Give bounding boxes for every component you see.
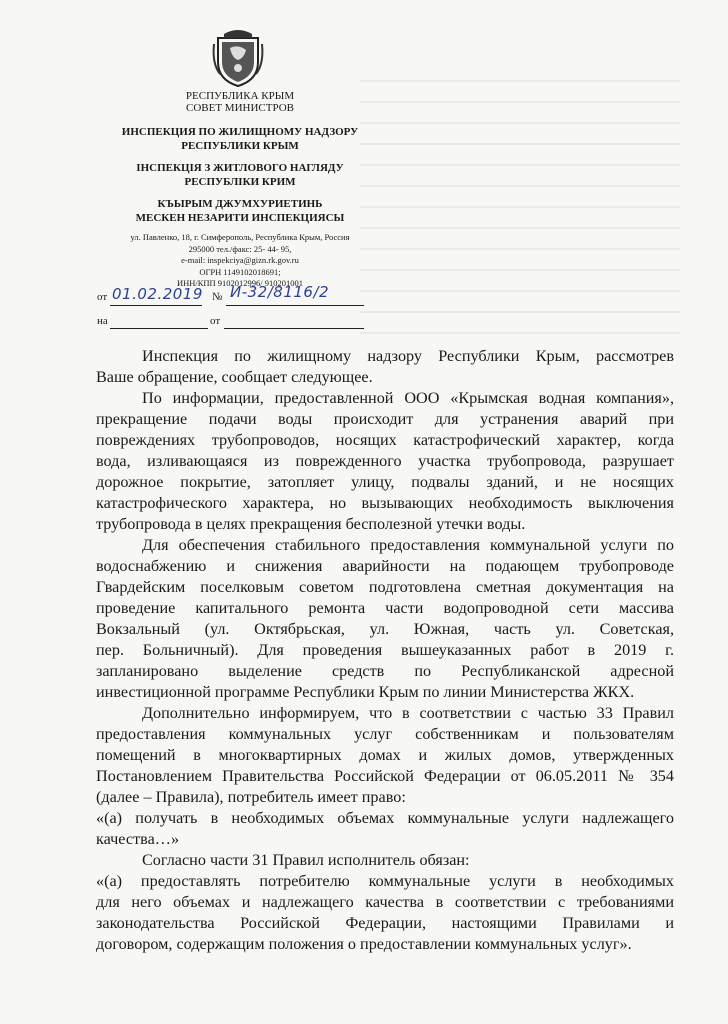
text-line: для него объемах и надлежащего качества в соответствии с требованиями (96, 893, 674, 911)
reg-number-label: № (212, 291, 223, 303)
org-contacts (110, 232, 370, 290)
text-line: Ваше обращение, сообщает следующее. (96, 368, 373, 386)
reg-number-underline (226, 305, 364, 306)
reg-date-underline (110, 305, 202, 306)
text-line: запланировано выделение средств по Республиканской адресной (96, 662, 674, 680)
org-name-ru-line1: ИНСПЕКЦИЯ ПО ЖИЛИЩНОМУ НАДЗОРУ (121, 126, 359, 138)
text-line: Постановлением Правительства Российской Федерации от 06.05.2011 № 354 (96, 767, 674, 785)
reg-number-handwritten: И-32/8116/2 (230, 283, 330, 301)
text-line: инвестиционной программе Республики Крым по линии Министерства ЖКХ. (96, 683, 635, 701)
text-line: «(а) получать в необходимых объемах коммунальные услуги надлежащего (96, 809, 674, 827)
email-line: e-mail: inspekciya@gizn.rk.gov.ru (181, 255, 299, 265)
text-line: вода, изливающаяся из поврежденного участка трубопровода, разрушает (96, 452, 674, 470)
text-line: законодательства Российской Федерации, настоящими Правилами и (96, 914, 674, 932)
text-line: качества…» (96, 830, 180, 848)
text-line: Согласно части 31 Правил исполнитель обязан: (142, 851, 470, 869)
text-line: водоснабжению и снижения аварийности на подающем трубопроводе (96, 557, 674, 575)
ogrn-line: ОГРН 1149102018691; (199, 266, 281, 277)
org-name-uk-line2: РЕСПУБЛІКИ КРИМ (184, 176, 296, 188)
text-line: повреждениях трубопроводов, носящих катастрофический характер, когда (96, 431, 674, 449)
reg-on-underline (110, 328, 208, 329)
paragraph-7-quote (96, 871, 674, 955)
text-line: (далее – Правила), потребитель имеет право: (96, 788, 406, 806)
text-line: пер. Больничный). Для проведения вышеуказанных работ в 2019 г. (96, 641, 674, 659)
text-line: дорожное покрытие, затопляет улицу, подвалы зданий, и не носящих (96, 473, 674, 491)
paragraph-3 (96, 535, 674, 703)
text-line: проведение капитального ремонта части водопроводной сети массива (96, 599, 674, 617)
text-line: прекращение подачи воды происходит для устранения аварий при (96, 410, 674, 428)
text-line: катастрофического характера, но вызывающих необходимость выключения (96, 494, 674, 512)
text-line: договором, содержащим положения о предоставлении коммунальных услуг». (96, 935, 632, 953)
paragraph-6 (96, 850, 674, 871)
paragraph-2 (96, 388, 674, 535)
paragraph-4 (96, 703, 674, 808)
reg-on-from-underline (224, 328, 364, 329)
reg-date-handwritten: 01.02.2019 (112, 285, 203, 303)
org-name-crh-line1: КЪЫРЫМ ДЖУМХУРИЕТИНЬ (157, 198, 323, 210)
text-line: Для обеспечения стабильного предоставления коммунальной услуги по (142, 536, 674, 554)
inn-kpp-line: ИНН/КПП 9102012996/ 910201001 (176, 278, 304, 288)
republic-name: РЕСПУБЛИКА КРЫМ (185, 90, 295, 102)
text-line: «(а) предоставлять потребителю коммунальные услуги в необходимых (96, 872, 674, 890)
text-line: Вокзальный (ул. Октябрьская, ул. Южная, часть ул. Советская, (96, 620, 674, 638)
text-line: По информации, предоставленной ООО «Крымская водная компания», (142, 389, 674, 407)
text-line: Гвардейским поселковым советом подготовлена сметная документация на (96, 578, 674, 596)
paragraph-1 (96, 346, 674, 388)
bleed-through-texture (360, 80, 680, 340)
reg-from-label: от (97, 291, 108, 303)
text-line: Инспекция по жилищному надзору Республики Крым, рассмотрев (142, 347, 674, 365)
text-line: предоставления коммунальных услуг собственникам и пользователям (96, 725, 674, 743)
letter-body (96, 346, 674, 955)
text-line: Дополнительно информируем, что в соответствии с частью 33 Правил (142, 704, 674, 722)
crimea-coat-of-arms-icon (210, 24, 266, 88)
org-name-uk-line1: ІНСПЕКЦІЯ З ЖИТЛОВОГО НАГЛЯДУ (136, 162, 344, 174)
org-name-crh-line2: МЕСКЕН НЕЗАРИТИ ИНСПЕКЦИЯСЫ (135, 212, 345, 224)
org-name-ru-line2: РЕСПУБЛИКИ КРЫМ (181, 140, 299, 152)
paragraph-5-quote (96, 808, 674, 850)
text-line: трубопровода в целях прекращения бесполезной утечки воды. (96, 515, 526, 533)
postcode-phone: 295000 тел./факс: 25- 44- 95, (188, 243, 292, 254)
council-name: СОВЕТ МИНИСТРОВ (185, 102, 294, 114)
address-line: ул. Павленко, 18, г. Симферополь, Республика Крым, Россия (130, 232, 350, 242)
text-line: помещений в многоквартирных домах и жилых домов, утвержденных (96, 746, 674, 764)
reg-on-from-label: от (210, 315, 221, 327)
reg-on-label: на (97, 315, 108, 327)
